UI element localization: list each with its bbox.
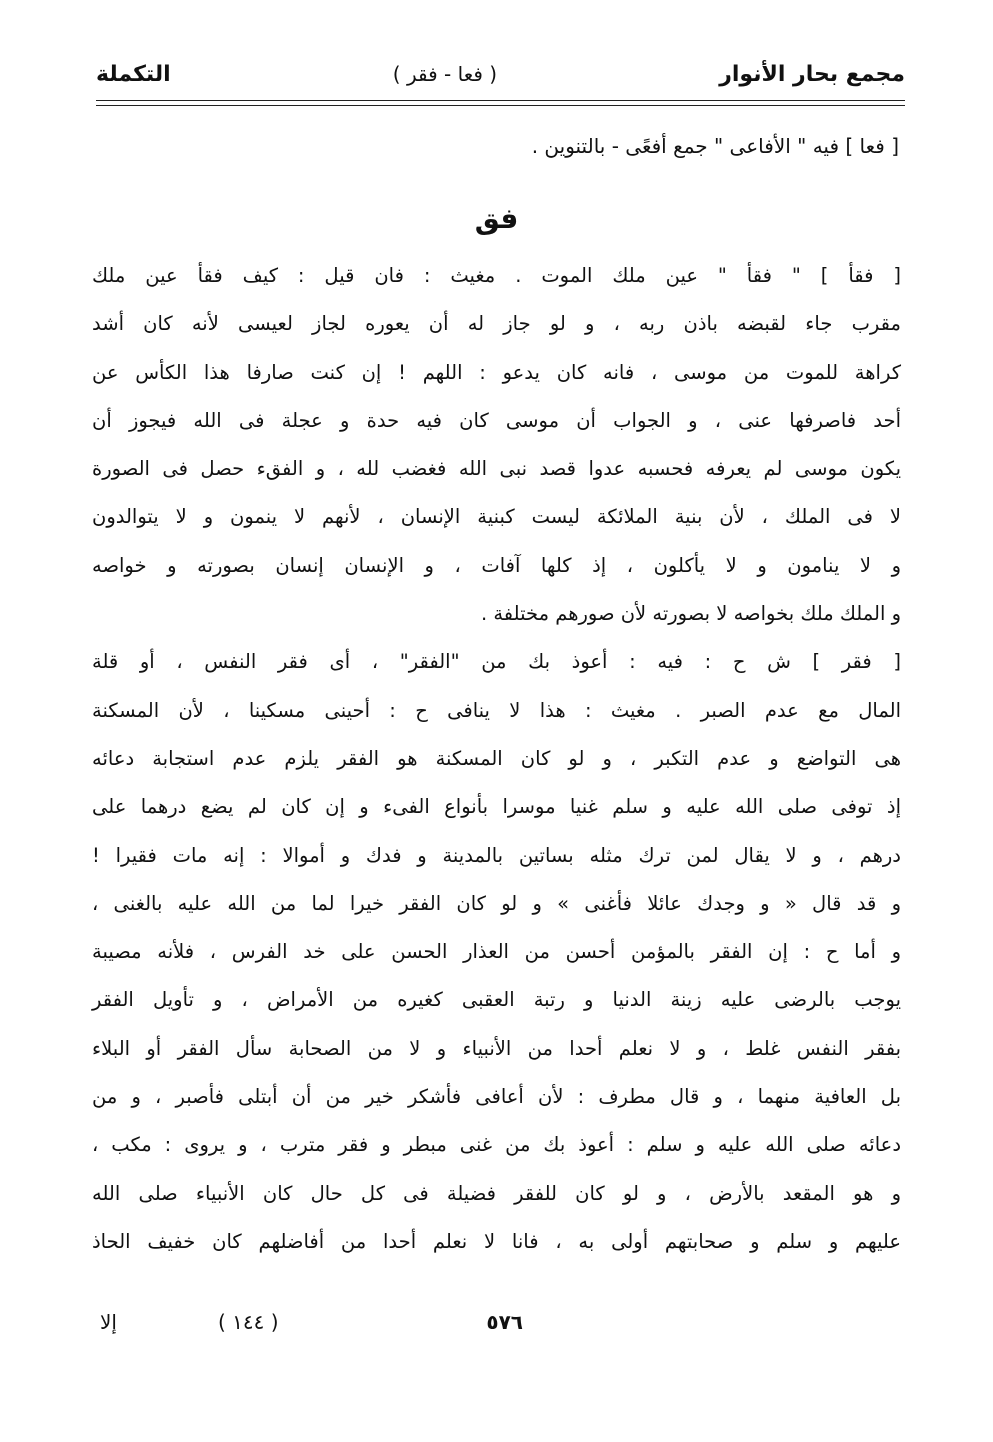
text-line: [ فقأ ] " فقأ " عين ملك الموت . مغيث : فان قيل : كيف فقأ عين ملك [92, 264, 901, 287]
page-number: ٥٧٦ [486, 1310, 523, 1334]
text-line: بل العافية منهما ، و قال مطرف : لأن أعافى فأشكر خير من أن أبتلى فأصبر ، و من [92, 1085, 901, 1109]
book-title: مجمع بحار الأنوار [719, 61, 905, 87]
text-line: درهم ، و لا يقال لمن ترك مثله بساتين بالمدينة و فدك و أموالا : إنه مات فقيرا ! [92, 843, 901, 867]
text-line: أحد فاصرفها عنى ، و الجواب أن موسى كان فيه حدة و عجلة فى الله فيجوز أن [92, 408, 901, 432]
text-line: عليهم و سلم و صحابتهم أولى به ، فانا لا نعلم أحدا من أفاضلهم كان خفيف الحاذ [92, 1229, 901, 1253]
text-line: كراهة للموت من موسى ، فانه كان يدعو : اللهم ! إن كنت صارفا هذا الكأس عن [92, 360, 901, 384]
header-rule-thick [96, 105, 905, 106]
section-range: ( فعا - فقر ) [392, 62, 498, 86]
text-line: هى التواضع و عدم التكبر ، و لو كان المسكنة هو الفقر يلزم عدم استجابة دعائه [92, 746, 901, 770]
catchword: إلا [100, 1310, 117, 1334]
text-line: و أما ح : إن الفقر بالمؤمن أحسن من العذار الحسن على خد الفرس ، فلأنه مصيبة [92, 940, 901, 964]
text-line: لا فى الملك ، لأن بنية الملائكة ليست كبنية الإنسان ، لأنهم لا ينمون و لا يتوالدون [92, 505, 901, 529]
text-line: دعائه صلى الله عليه و سلم : أعوذ بك من غنى مبطر و فقر مترب ، و يروى : مكب ، [92, 1133, 901, 1157]
supplement-label: التكملة [96, 61, 171, 87]
text-line: و لا ينامون و لا يأكلون ، إذ كلها آفات ، و الإنسان إنسان بصورته و خواصه [92, 553, 901, 577]
text-line: يوجب بالرضى عليه زينة الدنيا و رتبة العقبى كغيره من الأمراض ، و تأويل الفقر [92, 988, 901, 1012]
text-line: و قد قال « و وجدك عائلا فأغنى » و لو كان الفقر خيرا لما من الله عليه بالغنى ، [92, 891, 901, 915]
text-line: و هو المقعد بالأرض ، و لو كان للفقر فضيلة فى كل حال كان الأنبياء صلى الله [92, 1181, 901, 1205]
section-heading: فق [474, 202, 519, 235]
text-line: المال مع عدم الصبر . مغيث : هذا لا ينافى ح : أحينى مسكينا ، لأن المسكنة [92, 698, 901, 722]
intro-entry: [ فعا ] فيه " الأفاعى " جمع أفعًى - بالتنوين . [531, 134, 899, 158]
signature-mark: ( ١٤٤ ) [218, 1310, 279, 1334]
running-header [96, 52, 905, 96]
text-line: بفقر النفس غلط ، و لا نعلم أحدا من الأنبياء و لا من الصحابة سأل الفقر أو البلاء [92, 1036, 901, 1060]
text-line: [ فقر ] ش ح : فيه : أعوذ بك من "الفقر" ، أى فقر النفس ، أو قلة [92, 650, 901, 674]
text-line: مقرب جاء لقبضه باذن ربه ، و لو جاز له أن يعوره لجاز لعيسى لأنه كان أشد [92, 312, 901, 336]
body-text [92, 252, 901, 1266]
header-rule-thin [96, 100, 905, 101]
text-line: و الملك ملك بخواصه لا بصورته لأن صورهم مختلفة . [480, 602, 901, 626]
text-line: يكون موسى لم يعرفه فحسبه عدوا قصد نبى الله فغضب لله ، و الفقء حصل فى الصورة [92, 457, 901, 481]
page-footer [100, 1310, 893, 1350]
text-line: إذ توفى صلى الله عليه و سلم غنيا موسرا بأنواع الفىء و إن كان لم يضع درهما على [92, 795, 901, 819]
